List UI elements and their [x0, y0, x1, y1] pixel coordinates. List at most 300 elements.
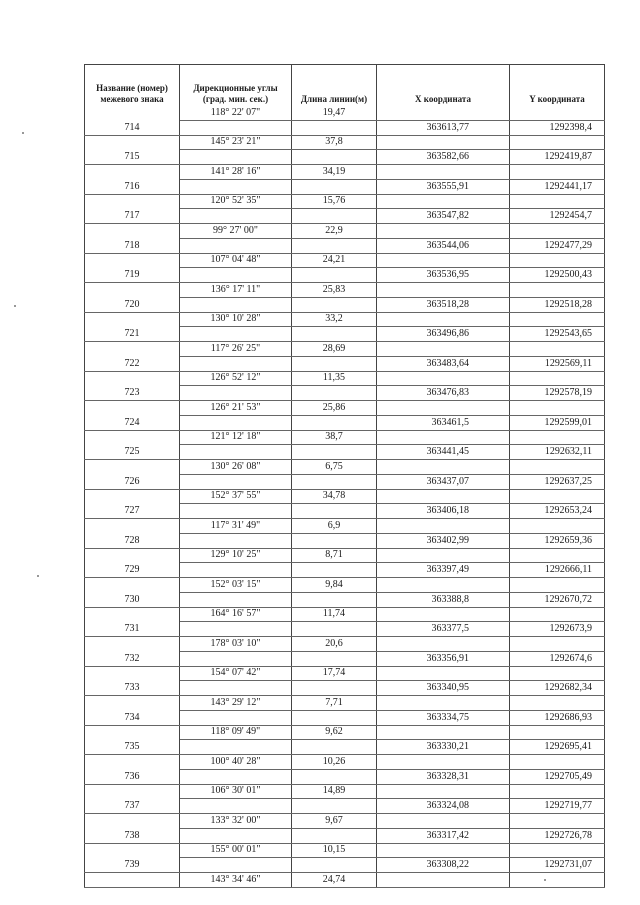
x-coordinate-cell — [377, 607, 510, 622]
direction-angle-cell: 143° 34' 46" — [180, 873, 292, 888]
y-coordinate-cell — [510, 696, 605, 711]
table-row — [85, 666, 605, 681]
table-header — [85, 65, 605, 107]
y-coordinate-cell — [510, 607, 605, 622]
header-line-length: Длина линии(м) — [292, 65, 377, 107]
point-name-cell — [85, 460, 180, 475]
y-coordinate-cell: 1292674,6 — [510, 651, 605, 666]
point-name-cell — [85, 489, 180, 504]
table-row — [85, 651, 605, 666]
y-coordinate-cell: 1292666,11 — [510, 563, 605, 578]
x-coordinate-cell — [377, 371, 510, 386]
y-coordinate-cell: 1292398,4 — [510, 120, 605, 135]
point-name-cell — [85, 253, 180, 268]
x-coordinate-cell — [377, 519, 510, 534]
line-length-cell: 19,47 — [292, 106, 377, 120]
line-length-cell — [292, 179, 377, 194]
x-coordinate-cell: 363356,91 — [377, 651, 510, 666]
table-row — [85, 150, 605, 165]
x-coordinate-cell — [377, 312, 510, 327]
table-row — [85, 607, 605, 622]
line-length-cell: 6,75 — [292, 460, 377, 475]
direction-angle-cell — [180, 297, 292, 312]
direction-angle-cell — [180, 150, 292, 165]
table-row — [85, 460, 605, 475]
table-row — [85, 120, 605, 135]
x-coordinate-cell: 363334,75 — [377, 710, 510, 725]
x-coordinate-cell — [377, 578, 510, 593]
line-length-cell: 24,21 — [292, 253, 377, 268]
x-coordinate-cell — [377, 873, 510, 888]
point-name-cell — [85, 666, 180, 681]
line-length-cell: 14,89 — [292, 784, 377, 799]
point-name-cell — [85, 814, 180, 829]
direction-angle-cell — [180, 179, 292, 194]
point-name-cell: 739 — [85, 858, 180, 873]
y-coordinate-cell: 1292500,43 — [510, 268, 605, 283]
table-row — [85, 194, 605, 209]
point-name-cell: 723 — [85, 386, 180, 401]
direction-angle-cell — [180, 120, 292, 135]
y-coordinate-cell: 1292670,72 — [510, 592, 605, 607]
line-length-cell — [292, 238, 377, 253]
direction-angle-cell — [180, 386, 292, 401]
direction-angle-cell: 117° 31' 49" — [180, 519, 292, 534]
point-name-cell: 718 — [85, 238, 180, 253]
direction-angle-cell: 152° 37' 55" — [180, 489, 292, 504]
y-coordinate-cell: 1292632,11 — [510, 445, 605, 460]
x-coordinate-cell: 363518,28 — [377, 297, 510, 312]
y-coordinate-cell — [510, 430, 605, 445]
table-row — [85, 106, 605, 120]
table-row — [85, 268, 605, 283]
y-coordinate-cell — [510, 637, 605, 652]
direction-angle-cell — [180, 592, 292, 607]
point-name-cell — [85, 696, 180, 711]
direction-angle-cell: 136° 17' 11" — [180, 283, 292, 298]
point-name-cell: 729 — [85, 563, 180, 578]
point-name-cell: 715 — [85, 150, 180, 165]
direction-angle-cell: 126° 21' 53" — [180, 401, 292, 416]
x-coordinate-cell: 363476,83 — [377, 386, 510, 401]
x-coordinate-cell — [377, 342, 510, 357]
table-row — [85, 740, 605, 755]
direction-angle-cell: 126° 52' 12" — [180, 371, 292, 386]
line-length-cell: 25,86 — [292, 401, 377, 416]
point-name-cell: 719 — [85, 268, 180, 283]
x-coordinate-cell: 363483,64 — [377, 356, 510, 371]
y-coordinate-cell: 1292731,07 — [510, 858, 605, 873]
line-length-cell: 10,15 — [292, 843, 377, 858]
direction-angle-cell: 120° 52' 35" — [180, 194, 292, 209]
line-length-cell: 10,26 — [292, 755, 377, 770]
x-coordinate-cell — [377, 843, 510, 858]
direction-angle-cell: 130° 10' 28" — [180, 312, 292, 327]
point-name-cell: 724 — [85, 415, 180, 430]
x-coordinate-cell: 363328,31 — [377, 769, 510, 784]
y-coordinate-cell: 1292705,49 — [510, 769, 605, 784]
table-row — [85, 504, 605, 519]
line-length-cell — [292, 681, 377, 696]
line-length-cell: 9,67 — [292, 814, 377, 829]
y-coordinate-cell: 1292477,29 — [510, 238, 605, 253]
direction-angle-cell: 117° 26' 25" — [180, 342, 292, 357]
table-row — [85, 637, 605, 652]
line-length-cell — [292, 710, 377, 725]
y-coordinate-cell — [510, 165, 605, 180]
line-length-cell — [292, 386, 377, 401]
y-coordinate-cell — [510, 224, 605, 239]
direction-angle-cell: 152° 03' 15" — [180, 578, 292, 593]
direction-angle-cell: 154° 07' 42" — [180, 666, 292, 681]
x-coordinate-cell: 363406,18 — [377, 504, 510, 519]
point-name-cell — [85, 430, 180, 445]
direction-angle-cell — [180, 533, 292, 548]
table-row — [85, 519, 605, 534]
x-coordinate-cell: 363437,07 — [377, 474, 510, 489]
y-coordinate-cell — [510, 784, 605, 799]
y-coordinate-cell — [510, 725, 605, 740]
table-row — [85, 578, 605, 593]
table-row — [85, 371, 605, 386]
x-coordinate-cell — [377, 784, 510, 799]
x-coordinate-cell: 363317,42 — [377, 828, 510, 843]
direction-angle-cell: 141° 28' 16" — [180, 165, 292, 180]
direction-angle-cell — [180, 356, 292, 371]
point-name-cell — [85, 135, 180, 150]
header-x-coordinate: X координата — [377, 65, 510, 107]
table-row — [85, 769, 605, 784]
direction-angle-cell — [180, 681, 292, 696]
line-length-cell: 38,7 — [292, 430, 377, 445]
x-coordinate-cell: 363377,5 — [377, 622, 510, 637]
y-coordinate-cell — [510, 843, 605, 858]
direction-angle-cell — [180, 622, 292, 637]
table-row — [85, 710, 605, 725]
line-length-cell — [292, 592, 377, 607]
line-length-cell — [292, 828, 377, 843]
point-name-cell — [85, 637, 180, 652]
x-coordinate-cell: 363324,08 — [377, 799, 510, 814]
x-coordinate-cell: 363555,91 — [377, 179, 510, 194]
table-row — [85, 179, 605, 194]
x-coordinate-cell — [377, 430, 510, 445]
point-name-cell: 721 — [85, 327, 180, 342]
line-length-cell — [292, 740, 377, 755]
y-coordinate-cell: 1292578,19 — [510, 386, 605, 401]
line-length-cell: 11,35 — [292, 371, 377, 386]
line-length-cell: 34,78 — [292, 489, 377, 504]
table-row — [85, 533, 605, 548]
y-coordinate-cell — [510, 401, 605, 416]
table-row — [85, 401, 605, 416]
point-name-cell: 725 — [85, 445, 180, 460]
direction-angle-cell: 145° 23' 21" — [180, 135, 292, 150]
point-name-cell — [85, 873, 180, 888]
table-row — [85, 312, 605, 327]
line-length-cell — [292, 799, 377, 814]
table-row — [85, 238, 605, 253]
y-coordinate-cell: 1292419,87 — [510, 150, 605, 165]
direction-angle-cell — [180, 268, 292, 283]
y-coordinate-cell — [510, 519, 605, 534]
y-coordinate-cell: 1292695,41 — [510, 740, 605, 755]
boundary-table — [84, 64, 605, 888]
line-length-cell — [292, 769, 377, 784]
x-coordinate-cell — [377, 194, 510, 209]
point-name-cell — [85, 165, 180, 180]
y-coordinate-cell: 1292543,65 — [510, 327, 605, 342]
point-name-cell — [85, 843, 180, 858]
line-length-cell: 9,62 — [292, 725, 377, 740]
x-coordinate-cell: 363461,5 — [377, 415, 510, 430]
direction-angle-cell — [180, 209, 292, 224]
y-coordinate-cell: 1292686,93 — [510, 710, 605, 725]
table-row — [85, 415, 605, 430]
x-coordinate-cell: 363402,99 — [377, 533, 510, 548]
point-name-cell: 738 — [85, 828, 180, 843]
table-row — [85, 430, 605, 445]
direction-angle-cell: 118° 22' 07" — [180, 106, 292, 120]
point-name-cell — [85, 342, 180, 357]
y-coordinate-cell — [510, 371, 605, 386]
y-coordinate-cell — [510, 578, 605, 593]
x-coordinate-cell — [377, 460, 510, 475]
line-length-cell: 24,74 — [292, 873, 377, 888]
point-name-cell: 736 — [85, 769, 180, 784]
point-name-cell: 717 — [85, 209, 180, 224]
point-name-cell — [85, 106, 180, 120]
x-coordinate-cell — [377, 548, 510, 563]
point-name-cell: 726 — [85, 474, 180, 489]
direction-angle-cell: 178° 03' 10" — [180, 637, 292, 652]
table-body — [85, 106, 605, 887]
point-name-cell: 733 — [85, 681, 180, 696]
x-coordinate-cell — [377, 283, 510, 298]
y-coordinate-cell — [510, 666, 605, 681]
table-row — [85, 297, 605, 312]
direction-angle-cell: 121° 12' 18" — [180, 430, 292, 445]
direction-angle-cell: 164° 16' 57" — [180, 607, 292, 622]
direction-angle-cell — [180, 415, 292, 430]
direction-angle-cell: 106° 30' 01" — [180, 784, 292, 799]
y-coordinate-cell — [510, 283, 605, 298]
y-coordinate-cell — [510, 106, 605, 120]
line-length-cell — [292, 533, 377, 548]
x-coordinate-cell — [377, 401, 510, 416]
direction-angle-cell: 143° 29' 12" — [180, 696, 292, 711]
table-row — [85, 224, 605, 239]
y-coordinate-cell: 1292599,01 — [510, 415, 605, 430]
direction-angle-cell — [180, 740, 292, 755]
x-coordinate-cell: 363613,77 — [377, 120, 510, 135]
table-row — [85, 548, 605, 563]
point-name-cell: 716 — [85, 179, 180, 194]
table-row — [85, 445, 605, 460]
direction-angle-cell — [180, 769, 292, 784]
x-coordinate-cell — [377, 814, 510, 829]
point-name-cell — [85, 578, 180, 593]
point-name-cell: 727 — [85, 504, 180, 519]
table-row — [85, 814, 605, 829]
x-coordinate-cell — [377, 224, 510, 239]
table-row — [85, 474, 605, 489]
point-name-cell — [85, 548, 180, 563]
point-name-cell — [85, 607, 180, 622]
point-name-cell — [85, 312, 180, 327]
line-length-cell — [292, 209, 377, 224]
table-row — [85, 784, 605, 799]
header-direction-angles: Дирекционные углы (град. мин. сек.) — [180, 65, 292, 107]
direction-angle-cell: 129° 10' 25" — [180, 548, 292, 563]
direction-angle-cell — [180, 504, 292, 519]
point-name-cell: 720 — [85, 297, 180, 312]
direction-angle-cell — [180, 651, 292, 666]
direction-angle-cell: 133° 32' 00" — [180, 814, 292, 829]
x-coordinate-cell: 363536,95 — [377, 268, 510, 283]
direction-angle-cell — [180, 474, 292, 489]
direction-angle-cell — [180, 828, 292, 843]
y-coordinate-cell: 1292719,77 — [510, 799, 605, 814]
direction-angle-cell: 107° 04' 48" — [180, 253, 292, 268]
table-row — [85, 843, 605, 858]
table-row — [85, 725, 605, 740]
point-name-cell — [85, 371, 180, 386]
y-coordinate-cell: 1292659,36 — [510, 533, 605, 548]
point-name-cell: 735 — [85, 740, 180, 755]
line-length-cell — [292, 297, 377, 312]
line-length-cell — [292, 563, 377, 578]
direction-angle-cell — [180, 238, 292, 253]
line-length-cell: 28,69 — [292, 342, 377, 357]
x-coordinate-cell: 363388,8 — [377, 592, 510, 607]
line-length-cell: 7,71 — [292, 696, 377, 711]
table-row — [85, 681, 605, 696]
y-coordinate-cell — [510, 342, 605, 357]
line-length-cell — [292, 858, 377, 873]
point-name-cell: 731 — [85, 622, 180, 637]
x-coordinate-cell: 363544,06 — [377, 238, 510, 253]
scan-speck — [37, 575, 39, 577]
y-coordinate-cell: 1292637,25 — [510, 474, 605, 489]
line-length-cell: 6,9 — [292, 519, 377, 534]
direction-angle-cell: 155° 00' 01" — [180, 843, 292, 858]
y-coordinate-cell — [510, 755, 605, 770]
x-coordinate-cell: 363397,49 — [377, 563, 510, 578]
line-length-cell — [292, 150, 377, 165]
scan-speck — [22, 132, 24, 134]
x-coordinate-cell: 363330,21 — [377, 740, 510, 755]
x-coordinate-cell: 363547,82 — [377, 209, 510, 224]
table-row — [85, 327, 605, 342]
point-name-cell: 728 — [85, 533, 180, 548]
point-name-cell — [85, 194, 180, 209]
direction-angle-cell — [180, 445, 292, 460]
table-row — [85, 592, 605, 607]
y-coordinate-cell: 1292569,11 — [510, 356, 605, 371]
y-coordinate-cell: 1292454,7 — [510, 209, 605, 224]
x-coordinate-cell — [377, 165, 510, 180]
direction-angle-cell: 118° 09' 49" — [180, 725, 292, 740]
table-row — [85, 342, 605, 357]
line-length-cell — [292, 356, 377, 371]
line-length-cell: 25,83 — [292, 283, 377, 298]
point-name-cell — [85, 401, 180, 416]
point-name-cell: 732 — [85, 651, 180, 666]
y-coordinate-cell — [510, 135, 605, 150]
line-length-cell: 11,74 — [292, 607, 377, 622]
y-coordinate-cell: 1292673,9 — [510, 622, 605, 637]
table-row — [85, 209, 605, 224]
line-length-cell: 9,84 — [292, 578, 377, 593]
x-coordinate-cell: 363441,45 — [377, 445, 510, 460]
y-coordinate-cell: 1292726,78 — [510, 828, 605, 843]
header-point-name: Название (номер) межевого знака — [85, 65, 180, 107]
line-length-cell: 34,19 — [292, 165, 377, 180]
x-coordinate-cell: 363308,22 — [377, 858, 510, 873]
table-row — [85, 696, 605, 711]
y-coordinate-cell — [510, 460, 605, 475]
direction-angle-cell: 100° 40' 28" — [180, 755, 292, 770]
y-coordinate-cell — [510, 253, 605, 268]
x-coordinate-cell — [377, 755, 510, 770]
direction-angle-cell — [180, 799, 292, 814]
table-row — [85, 386, 605, 401]
direction-angle-cell — [180, 858, 292, 873]
point-name-cell: 722 — [85, 356, 180, 371]
table-row — [85, 165, 605, 180]
y-coordinate-cell: 1292653,24 — [510, 504, 605, 519]
direction-angle-cell — [180, 710, 292, 725]
table-row — [85, 489, 605, 504]
line-length-cell: 37,8 — [292, 135, 377, 150]
point-name-cell — [85, 725, 180, 740]
line-length-cell — [292, 474, 377, 489]
point-name-cell — [85, 519, 180, 534]
y-coordinate-cell — [510, 312, 605, 327]
y-coordinate-cell — [510, 548, 605, 563]
point-name-cell — [85, 283, 180, 298]
scan-speck — [14, 305, 16, 307]
table-row — [85, 799, 605, 814]
line-length-cell — [292, 651, 377, 666]
point-name-cell — [85, 755, 180, 770]
document-sheet — [84, 64, 604, 888]
table-row — [85, 622, 605, 637]
point-name-cell — [85, 224, 180, 239]
table-row — [85, 755, 605, 770]
table-row — [85, 253, 605, 268]
table-row — [85, 828, 605, 843]
header-y-coordinate: Y координата — [510, 65, 605, 107]
x-coordinate-cell: 363582,66 — [377, 150, 510, 165]
x-coordinate-cell — [377, 489, 510, 504]
line-length-cell — [292, 504, 377, 519]
direction-angle-cell — [180, 563, 292, 578]
point-name-cell: 734 — [85, 710, 180, 725]
line-length-cell — [292, 268, 377, 283]
y-coordinate-cell — [510, 873, 605, 888]
line-length-cell: 20,6 — [292, 637, 377, 652]
y-coordinate-cell — [510, 814, 605, 829]
scan-speck — [544, 879, 546, 881]
line-length-cell: 33,2 — [292, 312, 377, 327]
line-length-cell — [292, 445, 377, 460]
x-coordinate-cell — [377, 666, 510, 681]
line-length-cell: 15,76 — [292, 194, 377, 209]
line-length-cell: 8,71 — [292, 548, 377, 563]
line-length-cell — [292, 622, 377, 637]
